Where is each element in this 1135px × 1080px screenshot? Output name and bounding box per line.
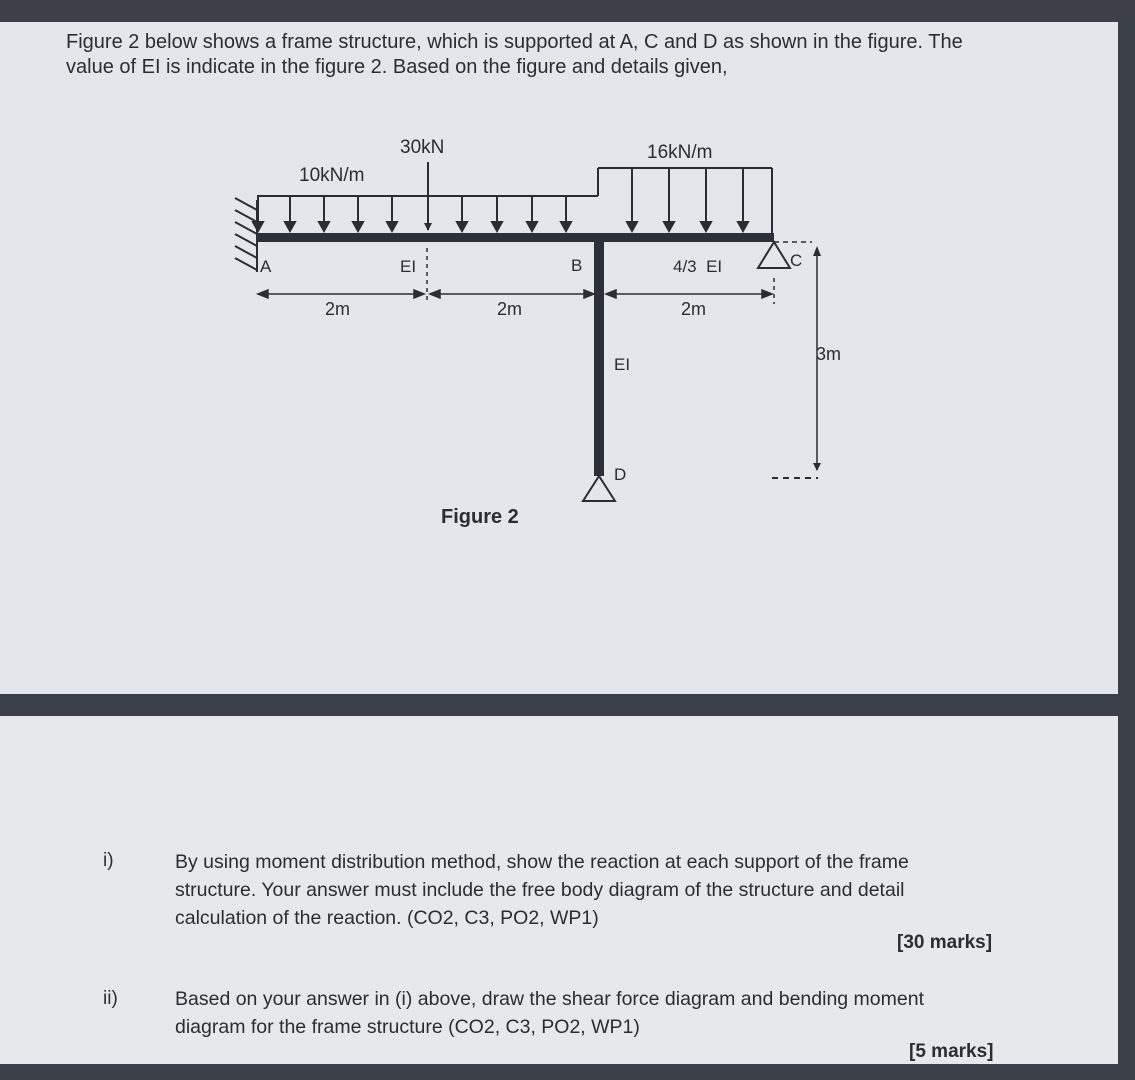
question-1-line-1: By using moment distribution method, show the reaction at each support of the frame — [175, 851, 909, 873]
node-label-c: C — [790, 251, 803, 270]
load-arrow-head — [527, 222, 537, 231]
pin-support-c — [758, 242, 790, 268]
question-1-number: i) — [103, 850, 114, 871]
intro-line-1: Figure 2 below shows a frame structure, which is supported at A, C and D as shown in the figure. The — [66, 31, 963, 53]
stiffness-bd: EI — [614, 355, 631, 374]
question-1-text — [175, 848, 993, 932]
load-arrow-head — [627, 222, 637, 231]
bottom-bar — [0, 1064, 1135, 1080]
load-arrow-head — [457, 222, 467, 231]
udl-right-arrows — [598, 168, 772, 234]
load-arrow-head — [492, 222, 502, 231]
question-2-number: ii) — [103, 988, 118, 1009]
load-arrow-head — [701, 222, 711, 231]
udl-left-label: 10kN/m — [299, 165, 365, 186]
pin-support-d — [583, 476, 615, 501]
load-arrow-head — [664, 222, 674, 231]
load-arrow-head — [387, 222, 397, 231]
load-arrow-head — [738, 222, 748, 231]
load-arrow-head — [319, 222, 329, 231]
load-arrow-head — [561, 222, 571, 231]
question-1-marks: [30 marks] — [897, 932, 993, 953]
stiffness-ab: EI — [400, 257, 417, 276]
load-arrow-head — [285, 222, 295, 231]
fixed-support-a — [235, 198, 257, 272]
dim-label-2: 2m — [497, 299, 523, 319]
beam-ac — [257, 233, 774, 242]
load-arrow-head — [353, 222, 363, 231]
node-label-d: D — [614, 465, 627, 484]
stiffness-bc: 4/3 EI — [673, 257, 723, 276]
udl-left-arrows — [253, 196, 598, 231]
question-2-text — [175, 985, 993, 1041]
dim-label-3: 2m — [681, 299, 707, 319]
node-label-a: A — [260, 257, 272, 276]
column-bd — [594, 233, 604, 476]
question-2-line-2: diagram for the frame structure (CO2, C3, PO2, WP1) — [175, 1016, 640, 1038]
dim-label-height: 3m — [816, 344, 842, 364]
question-1-line-2: structure. Your answer must include the free body diagram of the structure and detail — [175, 879, 905, 901]
question-2-line-1: Based on your answer in (i) above, draw the shear force diagram and bending moment — [175, 988, 924, 1010]
intro-line-2: value of EI is indicate in the figure 2. Based on the figure and details given, — [66, 56, 728, 78]
load-arrow-head — [253, 222, 263, 231]
point-load-label: 30kN — [400, 137, 445, 158]
udl-right-label: 16kN/m — [647, 142, 713, 163]
question-1-line-3: calculation of the reaction. (CO2, C3, PO2, WP1) — [175, 907, 599, 929]
question-2-marks: [5 marks] — [909, 1041, 994, 1062]
dim-label-1: 2m — [325, 299, 351, 319]
figure-caption: Figure 2 — [441, 506, 519, 528]
node-label-b: B — [571, 256, 583, 275]
